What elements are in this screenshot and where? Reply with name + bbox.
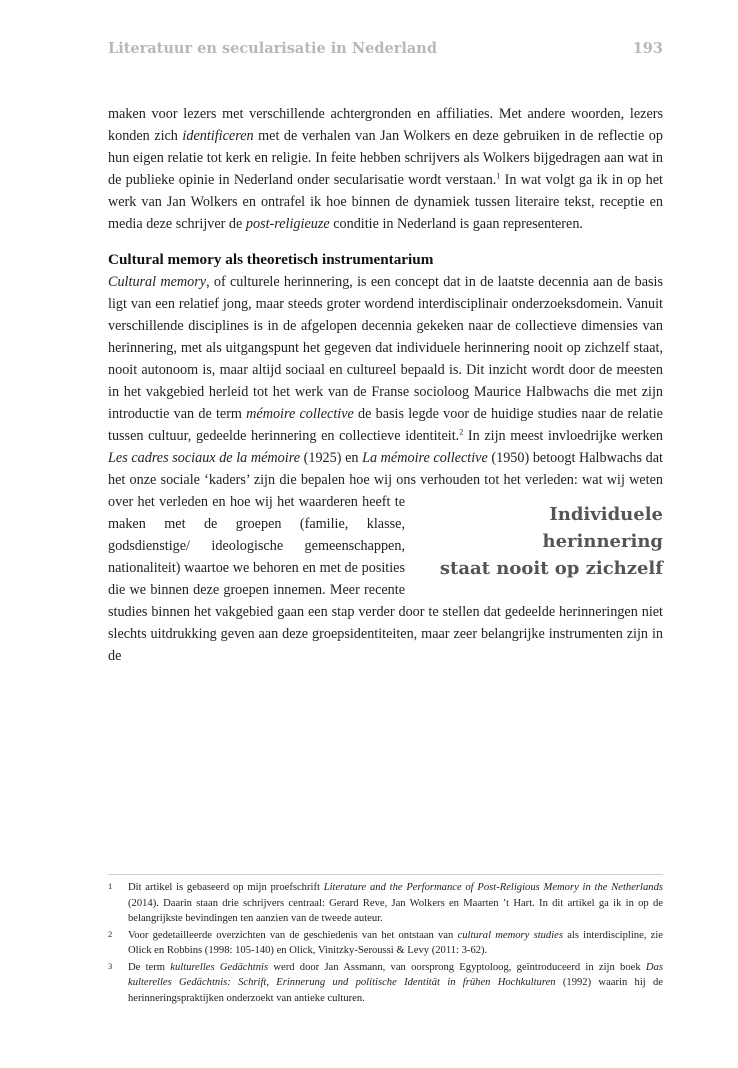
emphasis: Les cadres sociaux de la mémoire [108,450,300,466]
footnote-number: 1 [108,881,113,891]
text-run: (1925) en [300,450,363,466]
pull-quote [431,501,663,582]
footnote [108,960,663,1007]
emphasis: Cultural memory [108,274,207,290]
text-run: (2014). Daarin staan drie schrijvers centraal: Gerard Reve, Jan Wolkers en Maarten ’t Hart. In dit artikel ga ik in op de belangrijkste bevindingen ten aanzien van de tweede auteur. [128,897,663,924]
footnotes [108,880,663,1007]
text-run: werd door Jan Assmann, van oorsprong Egyptoloog, geïntroduceerd in zijn boek [268,961,646,973]
text-run: conditie in Nederland is gaan representeren. [329,216,583,232]
text-run: met de verhalen van Jan Wolkers en deze gebruiken in de reflectie op hun eigen relatie tot kerk en religie. In feite hebben schrijvers als Wolkers bijgedragen aan wat in de publieke opinie in Nederland onder secularisatie wordt verstaan. [108,128,663,188]
footnote [108,928,663,959]
text-run: In zijn meest invloedrijke werken [463,428,663,444]
footnote [108,880,663,927]
intro-paragraph [108,103,663,235]
emphasis: mémoire collective [246,406,354,422]
emphasis: Literature and the Performance of Post-Religious Memory in the Netherlands [323,882,664,893]
page-number: 193 [632,40,663,57]
text-run: In wat volgt ga ik in op het werk van Jan Wolkers en ontrafel ik hoe binnen de dynamiek tussen literaire tekst, receptie en media deze schrijver de [108,172,664,232]
footnote-number: 3 [108,960,113,971]
emphasis: cultural memory studies [457,929,564,941]
footnote-text [128,928,663,959]
emphasis: kulturelles Gedächtnis [170,961,269,973]
text-run: maken voor lezers met verschillende achtergronden en affiliaties. Met andere woorden, lezers konden zich [108,106,663,144]
text-run: Voor gedetailleerde overzichten van de geschiedenis van het ontstaan van [128,929,458,941]
emphasis: post-religieuze [245,216,330,232]
text-run: , of culturele herinnering, is een concept dat in de laatste decennia aan de basis ligt van een relatief jong, maar steeds groter wordend interdisciplinair onderzoeksdomein. Vanuit verschillende disciplines is in de afgelopen decennia gekeken naar de collectieve dimensies van herinnering, met als uitgangspunt het gegeven dat individuele herinnering nooit op zichzelf staat, nooit autonoom is, maar altijd sociaal en cultureel bepaald is. Dit inzicht wordt door de meesten in het vakgebied herleid tot het werk van de Franse socioloog Maurice Halbwachs die met zijn introductie van de term [108,274,663,422]
text-run: (1992) waarin hij de herinneringspraktijken onderzoekt van antieke culturen. [128,977,663,1004]
emphasis: identificeren [182,128,254,144]
text-run: de basis legde voor de huidige studies naar de relatie tussen cultuur, gedeelde herinnering en collectieve identiteit. [108,406,663,444]
footnote-number: 2 [108,928,113,939]
running-header [108,40,663,57]
emphasis: Das kulterelles Gedächtnis: Schrift, Erinnerung und politische Identität in frühen Hochkulturen [128,961,663,988]
text-run: Dit artikel is gebaseerd op mijn proefschrift [128,882,324,893]
text-run: als interdiscipline, zie Olick en Robbins (1998: 105-140) en Olick, Vinitzky-Seroussi & Levy (2011: 3-62). [128,929,663,956]
footnote-text [128,880,663,927]
text-run: De term [128,961,171,973]
footnote-ref-1[interactable]: 1 [496,171,501,181]
section-cultural-memory [108,249,663,667]
text-run: (1950) betoogt Halbwachs dat het onze sociale ‘kaders’ zijn die bepalen hoe wij ons verhouden tot het verleden: wat wij weten over het Individuele herinnering staat nooit op zichzelf verleden en hoe wij het waarderen heeft te maken met de groepen (familie, klasse, godsdienstige/ ideologische gemeenschappen, nationaliteit) waartoe we behoren en met de posities die we binnen deze groepen innemen. Meer recente studies binnen het vakgebied gaan een stap verder door te stellen dat gedeelde herinneringen niet slechts uitdrukking geven aan deze groepsidentiteiten, maar zeer belangrijke instrumenten zijn in de [108,450,663,664]
pull-quote-line: Individuele herinnering [542,504,663,552]
running-title: Literatuur en secularisatie in Nederland [108,40,437,57]
section-heading: Cultural memory als theoretisch instrumentarium [108,251,434,268]
pull-quote-line: staat nooit op zichzelf [439,558,663,579]
emphasis: La mémoire collective [362,450,488,466]
footnote-divider [108,874,663,875]
footnote-ref-2[interactable]: 2 [459,427,464,437]
footnote-text [128,960,663,1007]
